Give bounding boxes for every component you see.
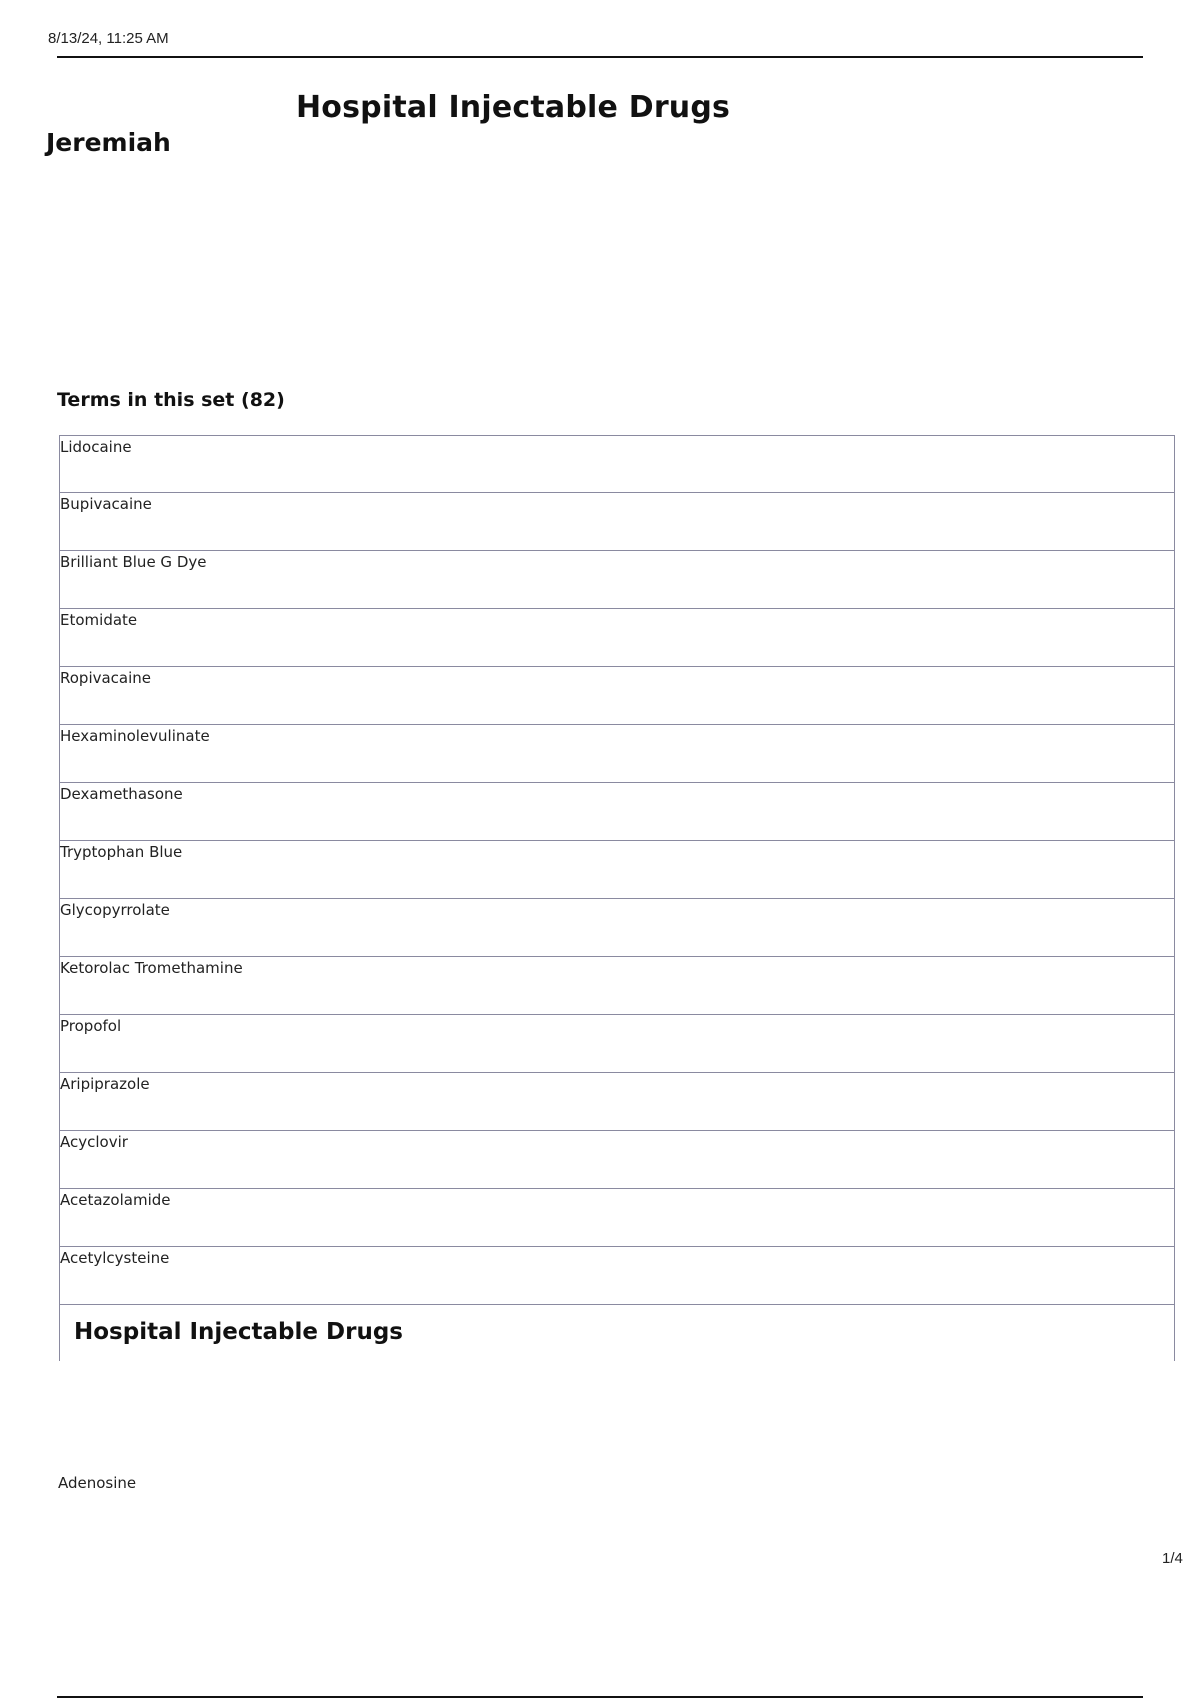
term-label: Tryptophan Blue — [60, 843, 183, 861]
term-label: Lidocaine — [60, 438, 132, 456]
term-label: Aripiprazole — [60, 1075, 150, 1093]
term-row — [60, 436, 1174, 493]
term-row — [60, 1247, 1174, 1305]
term-label: Bupivacaine — [60, 495, 152, 513]
terms-count-heading: Terms in this set (82) — [57, 389, 285, 411]
term-row — [60, 725, 1174, 783]
page-number: 1/4 — [1162, 1550, 1183, 1567]
term-label: Adenosine — [58, 1474, 137, 1492]
term-label: Hexaminolevulinate — [60, 727, 210, 745]
term-row — [60, 1131, 1174, 1189]
term-label: Etomidate — [60, 611, 138, 629]
term-row — [60, 667, 1174, 725]
term-label: Acetazolamide — [60, 1191, 171, 1209]
term-row — [60, 899, 1174, 957]
author-name: Jeremiah — [46, 128, 171, 157]
term-row — [60, 1015, 1174, 1073]
section-title: Hospital Injectable Drugs — [74, 1319, 403, 1345]
print-timestamp: 8/13/24, 11:25 AM — [48, 30, 169, 47]
term-label: Acyclovir — [60, 1133, 128, 1151]
term-row — [60, 1073, 1174, 1131]
terms-table — [59, 435, 1175, 1361]
page-title: Hospital Injectable Drugs — [296, 90, 731, 125]
term-label: Brilliant Blue G Dye — [60, 553, 207, 571]
header-divider — [57, 56, 1143, 58]
term-label: Glycopyrrolate — [60, 901, 170, 919]
term-row — [60, 493, 1174, 551]
section-heading-row — [60, 1305, 1174, 1361]
term-row — [60, 609, 1174, 667]
footer-divider — [57, 1696, 1143, 1698]
term-row — [60, 1189, 1174, 1247]
term-row — [60, 841, 1174, 899]
term-label: Ketorolac Tromethamine — [60, 959, 243, 977]
term-row — [60, 783, 1174, 841]
term-row — [60, 957, 1174, 1015]
term-row — [60, 551, 1174, 609]
term-label: Dexamethasone — [60, 785, 183, 803]
term-label: Propofol — [60, 1017, 122, 1035]
term-label: Acetylcysteine — [60, 1249, 170, 1267]
term-label: Ropivacaine — [60, 669, 152, 687]
